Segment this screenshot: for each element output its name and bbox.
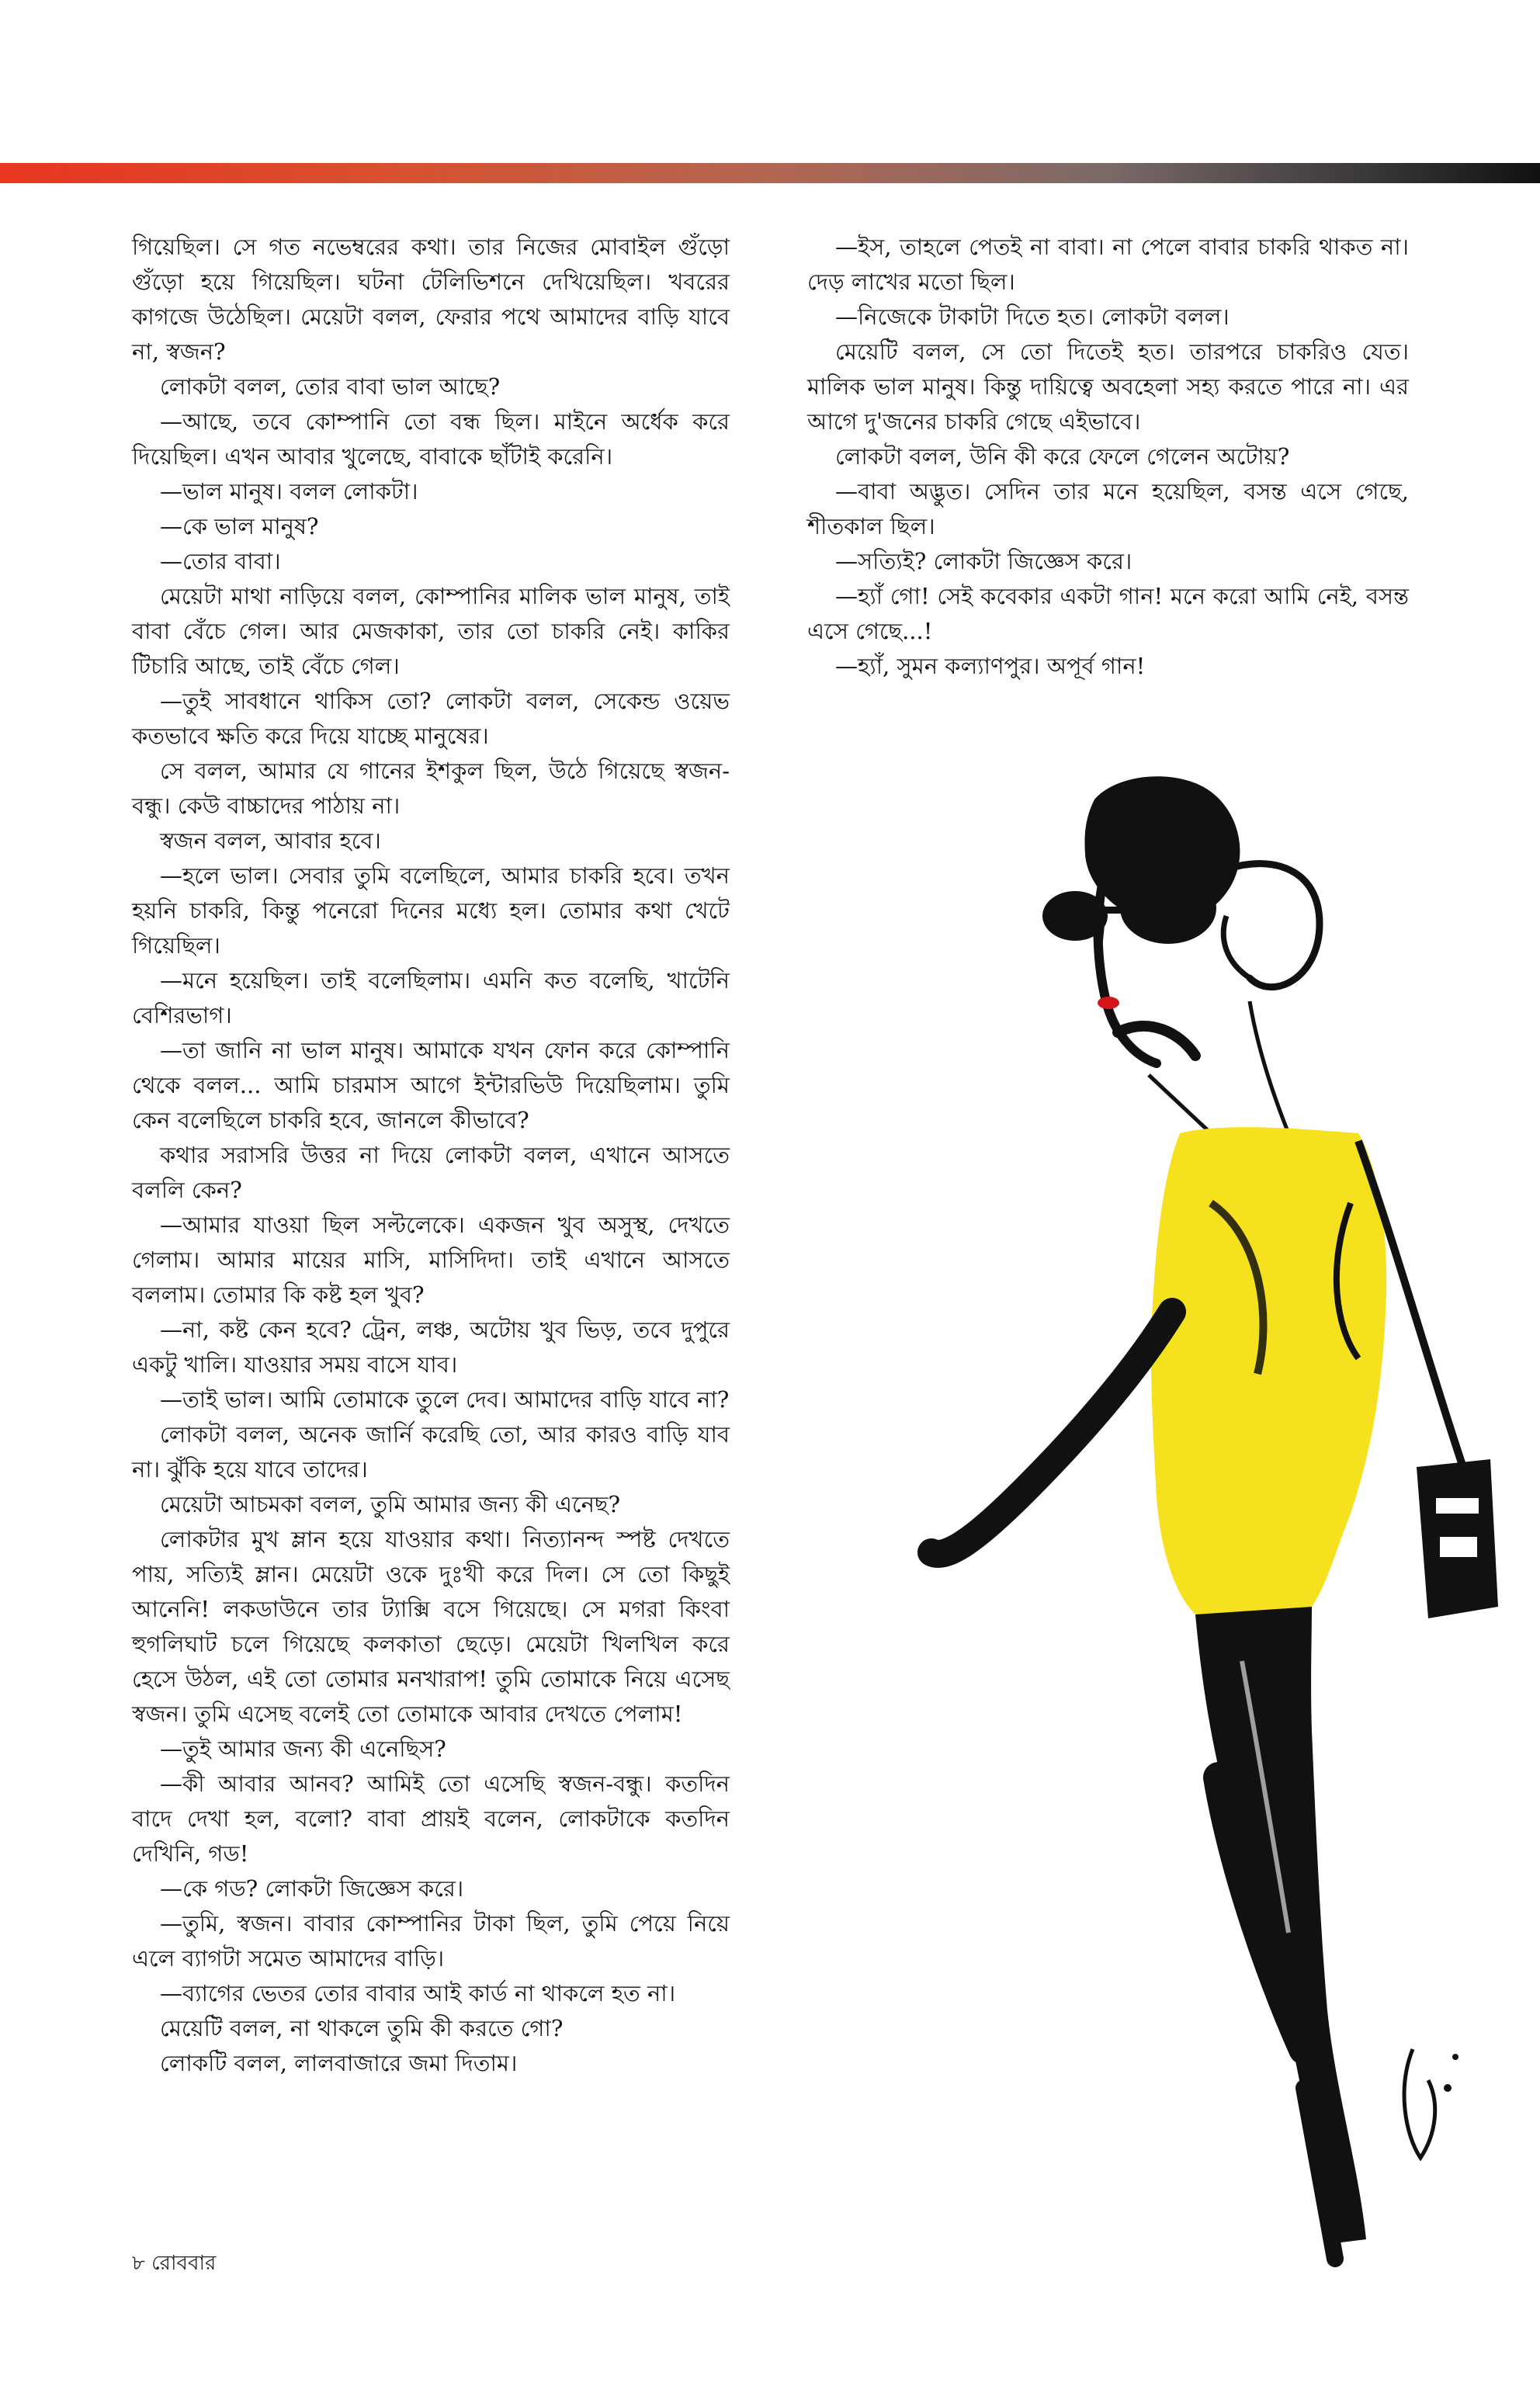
paragraph: —তোর বাবা। xyxy=(160,548,281,574)
paragraph: গিয়েছিল। সে গত নভেম্বরের কথা। তার নিজের মোবাইল গুঁড়ো গুঁড়ো হয়ে গিয়েছিল। ঘটনা টেলিভিশনে দেখিয়েছিল। খবরের কাগজে উঠেছিল। মেয়েটা বলল, ফেরার পথে আমাদের বাড়ি যাবে না, স্বজন? xyxy=(132,234,730,365)
paragraph: কথার সরাসরি উত্তর না দিয়ে লোকটা বলল, এখানে আসতে বললি কেন? xyxy=(132,1142,730,1203)
paragraph: —হলে ভাল। সেবার তুমি বলেছিলে, আমার চাকরি হবে। তখন হয়নি চাকরি, কিন্তু পনেরো দিনের মধ্যে হল। তোমার কথা খেটে গিয়েছিল। xyxy=(132,862,730,959)
paragraph: —নিজেকে টাকাটা দিতে হত। লোকটা বলল। xyxy=(835,303,1230,330)
paragraph: —হ্যাঁ, সুমন কল্যাণপুর। অপূর্ব গান! xyxy=(835,653,1146,679)
paragraph: মেয়েটা মাথা নাড়িয়ে বলল, কোম্পানির মালিক ভাল মানুষ, তাই বাবা বেঁচে গেল। আর মেজকাকা, তার তো চাকরি নেই। কাকির টিচারি আছে, তাই বেঁচে গেল। xyxy=(132,583,730,679)
paragraph: মেয়েটি বলল, না থাকলে তুমি কী করতে গো? xyxy=(160,2015,564,2041)
sunglasses-right-lens xyxy=(1120,872,1216,944)
red-lips xyxy=(1098,997,1119,1009)
paragraph: লোকটা বলল, তোর বাবা ভাল আছে? xyxy=(160,373,501,400)
left-arm xyxy=(931,1312,1172,1554)
paragraph: লোকটা বলল, উনি কী করে ফেলে গেলেন অটোয়? xyxy=(835,443,1290,470)
woman-illustration xyxy=(714,768,1540,2393)
paragraph: মেয়েটি বলল, সে তো দিতেই হত। তারপরে চাকরিও যেত। মালিক ভাল মানুষ। কিন্তু দায়িত্বে অবহেলা সহ্য করতে পারে না। এর আগে দু'জনের চাকরি গেছে এইভাবে। xyxy=(807,338,1409,435)
paragraph: —তুই সাবধানে থাকিস তো? লোকটা বলল, সেকেন্ড ওয়েভ কতভাবে ক্ষতি করে দিয়ে যাচ্ছে মানুষের। xyxy=(132,688,730,749)
paragraph: স্বজন বলল, আবার হবে। xyxy=(160,827,381,854)
paragraph: —আমার যাওয়া ছিল সল্টলেকে। একজন খুব অসুস্থ, দেখতে গেলাম। আমার মায়ের মাসি, মাসিদিদা। তাই এখানে আসতে বললাম। তোমার কি কষ্ট হল খুব? xyxy=(132,1212,730,1308)
paragraph: মেয়েটা আচমকা বলল, তুমি আমার জন্য কী এনেছ? xyxy=(160,1491,621,1517)
paragraph: —তা জানি না ভাল মানুষ। আমাকে যখন ফোন করে কোম্পানি থেকে বলল... আমি চারমাস আগে ইন্টারভিউ দিয়েছিলাম। তুমি কেন বলেছিলে চাকরি হবে, জানলে কীভাবে? xyxy=(132,1037,730,1133)
sunglasses-left-lens xyxy=(1042,891,1108,941)
paragraph: —ইস, তাহলে পেতই না বাবা। না পেলে বাবার চাকরি থাকত না। দেড় লাখের মতো ছিল। xyxy=(807,234,1409,295)
left-column xyxy=(132,230,730,2081)
paragraph: লোকটার মুখ ম্লান হয়ে যাওয়ার কথা। নিত্যানন্দ স্পষ্ট দেখতে পায়, সত্যিই ম্লান। মেয়েটা ওকে দুঃখী করে দিল। সে তো কিছুই আনেনি! লকডাউনে তার ট্যাক্সি বসে গিয়েছে। সে মগরা কিংবা হুগলিঘাট চলে গিয়েছে কলকাতা ছেড়ে। মেয়েটা খিলখিল করে হেসে উঠল, এই তো তোমার মনখারাপ! তুমি তোমাকে নিয়ে এসেছ স্বজন। তুমি এসেছ বলেই তো তোমাকে আবার দেখতে পেলাম! xyxy=(132,1526,730,1727)
paragraph: —কে গড? লোকটা জিজ্ঞেস করে। xyxy=(160,1875,464,1902)
right-column xyxy=(807,230,1409,684)
paragraph: —তুমি, স্বজন। বাবার কোম্পানির টাকা ছিল, তুমি পেয়ে নিয়ে এলে ব্যাগটা সমেত আমাদের বাড়ি। xyxy=(132,1910,730,1972)
paragraph: —ভাল মানুষ। বলল লোকটা। xyxy=(160,478,418,505)
paragraph: —তুই আমার জন্য কী এনেছিস? xyxy=(160,1736,446,1762)
black-pants xyxy=(1195,1607,1366,2243)
paragraph: —বাবা অদ্ভুত। সেদিন তার মনে হয়েছিল, বসন্ত এসে গেছে, শীতকাল ছিল। xyxy=(807,478,1409,539)
page-footer: ৮ রোববার xyxy=(132,2252,217,2275)
paragraph: —না, কষ্ট কেন হবে? ট্রেন, লঞ্চ, অটোয় খুব ভিড়, তবে দুপুরে একটু খালি। যাওয়ার সময় বাসে যাব। xyxy=(132,1316,730,1378)
necklace-line xyxy=(1149,1075,1211,1133)
yellow-top xyxy=(1151,1127,1386,1625)
paragraph: —ব্যাগের ভেতর তোর বাবার আই কার্ড না থাকলে হত না। xyxy=(160,1980,676,2006)
paragraph: —সত্যিই? লোকটা জিজ্ঞেস করে। xyxy=(835,548,1132,574)
paragraph: —মনে হয়েছিল। তাই বলেছিলাম। এমনি কত বলেছি, খাটেনি বেশিরভাগ। xyxy=(132,967,730,1028)
paragraph: —কে ভাল মানুষ? xyxy=(160,513,319,539)
paragraph: —আছে, তবে কোম্পানি তো বন্ধ ছিল। মাইনে অর্ধেক করে দিয়েছিল। এখন আবার খুলেছে, বাবাকে ছাঁটাই করেনি। xyxy=(132,408,730,470)
paragraph: —তাই ভাল। আমি তোমাকে তুলে দেব। আমাদের বাড়ি যাবে না? xyxy=(160,1386,730,1413)
paragraph: —হ্যাঁ গো! সেই কবেকার একটা গান! মনে করো আমি নেই, বসন্ত এসে গেছে...! xyxy=(807,583,1409,644)
artist-signature xyxy=(1404,2049,1435,2158)
paragraph: লোকটি বলল, লালবাজারে জমা দিতাম। xyxy=(160,2050,518,2076)
paragraph: সে বলল, আমার যে গানের ইশকুল ছিল, উঠে গিয়েছে স্বজন-বন্ধু। কেউ বাচ্চাদের পাঠায় না। xyxy=(132,758,730,819)
paragraph: —কী আবার আনব? আমিই তো এসেছি স্বজন-বন্ধু। কতদিন বাদে দেখা হল, বলো? বাবা প্রায়ই বলেন, লোকটাকে কতদিন দেখিনি, গড! xyxy=(132,1770,730,1867)
paragraph: লোকটা বলল, অনেক জার্নি করেছি তো, আর কারও বাড়ি যাব না। ঝুঁকি হয়ে যাবে তাদের। xyxy=(132,1421,730,1483)
header-gradient-bar xyxy=(0,163,1540,183)
